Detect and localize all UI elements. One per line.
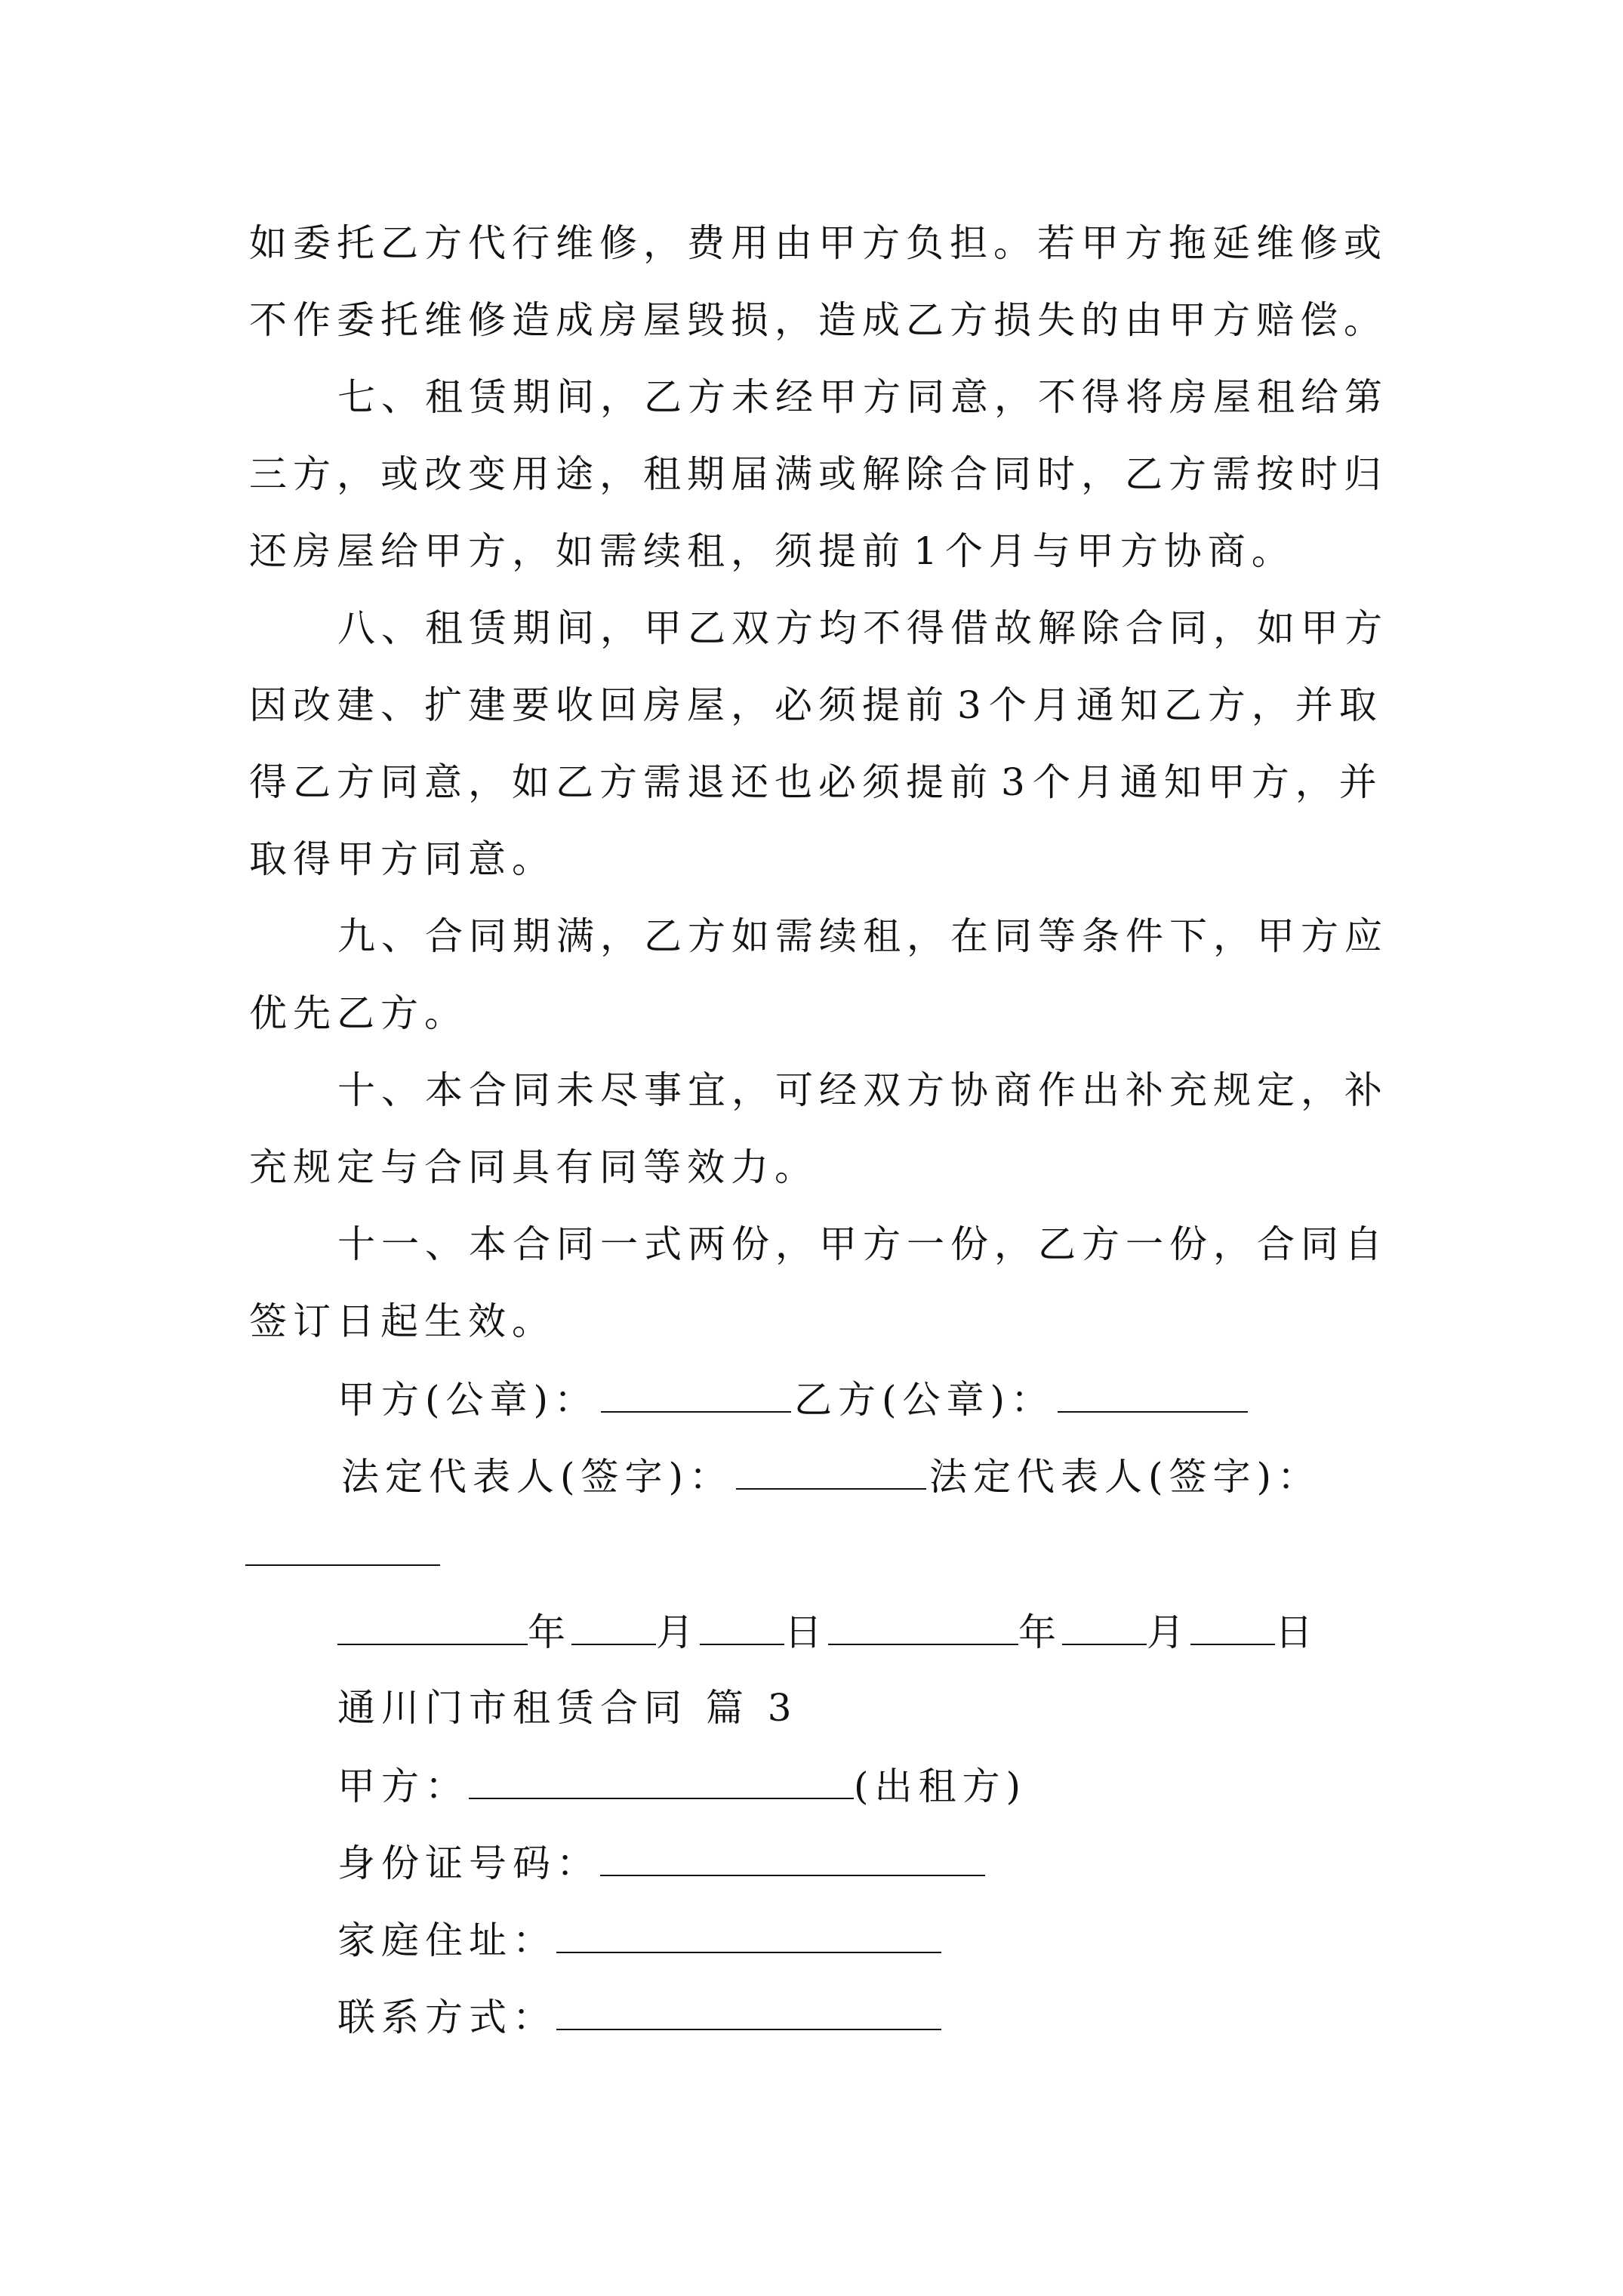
year-blank (828, 1604, 1018, 1645)
text-line: 得乙方同意，如乙方需退还也必须提前 3 个月通知甲方，并 (249, 760, 1383, 804)
party-a-seal-blank (601, 1372, 791, 1413)
number-value: 3 (1001, 760, 1025, 804)
party-a-seal-label: 甲方(公章)： (337, 1378, 599, 1422)
legal-rep-a-label: 法定代表人(签字)： (341, 1455, 734, 1499)
party-b-seal-blank (1058, 1372, 1248, 1413)
text-line: 不作委托维修造成房屋毁损，造成乙方损失的由甲方赔偿。 (249, 298, 1387, 342)
seal-line (337, 1372, 1251, 1425)
day-blank (1190, 1604, 1275, 1645)
text-line: 充规定与合同具有同等效力。 (249, 1145, 818, 1189)
legal-rep-b-blank (245, 1525, 440, 1566)
clause-9: 九、合同期满，乙方如需续租，在同等条件下，甲方应 (337, 914, 1388, 958)
party-b-seal-label: 乙方(公章)： (794, 1378, 1055, 1422)
date-line: 年 月 日 年 月 日 (337, 1604, 1319, 1657)
text-line: 还房屋给甲方，如需续租，须提前 1 个月与甲方协商。 (249, 529, 1295, 573)
day-blank (700, 1604, 784, 1645)
month-blank (571, 1604, 656, 1645)
id-blank (600, 1835, 985, 1876)
clause-10: 十、本合同未尽事宜，可经双方协商作出补充规定，补 (337, 1068, 1388, 1112)
party-a-line: 甲方： (出租方) (337, 1758, 1027, 1811)
legal-rep-b-label: 法定代表人(签字)： (929, 1455, 1322, 1499)
section-heading: 通川门市租赁合同 篇 3 (337, 1686, 798, 1730)
contact-line: 联系方式： (337, 1989, 941, 2042)
party-a-blank (469, 1758, 854, 1799)
contact-blank (556, 1989, 941, 2030)
month-blank (1062, 1604, 1147, 1645)
text-line: 因改建、扩建要收回房屋，必须提前 3 个月通知乙方，并取 (249, 683, 1383, 727)
id-line: 身份证号码： (337, 1835, 985, 1888)
year-blank (337, 1604, 528, 1645)
text-line: 签订日起生效。 (249, 1299, 556, 1343)
clause-7: 七、租赁期间，乙方未经甲方同意，不得将房屋租给第 (337, 375, 1388, 419)
number-value: 1 (913, 529, 938, 573)
legal-rep-a-blank (736, 1449, 926, 1490)
text-line: 优先乙方。 (249, 991, 468, 1035)
clause-11: 十一、本合同一式两份，甲方一份，乙方一份，合同自 (337, 1222, 1388, 1266)
clause-8: 八、租赁期间，甲乙双方均不得借故解除合同，如甲方 (337, 606, 1388, 650)
text-line: 如委托乙方代行维修，费用由甲方负担。若甲方拖延维修或 (249, 221, 1387, 265)
legal-rep-line (341, 1449, 1321, 1502)
text-line: 取得甲方同意。 (249, 837, 556, 881)
number-value: 3 (957, 683, 981, 727)
legal-rep-b-blank-line (245, 1525, 440, 1578)
address-blank (556, 1912, 941, 1953)
address-line: 家庭住址： (337, 1912, 941, 1965)
text-line: 三方，或改变用途，租期届满或解除合同时，乙方需按时归 (249, 452, 1387, 496)
